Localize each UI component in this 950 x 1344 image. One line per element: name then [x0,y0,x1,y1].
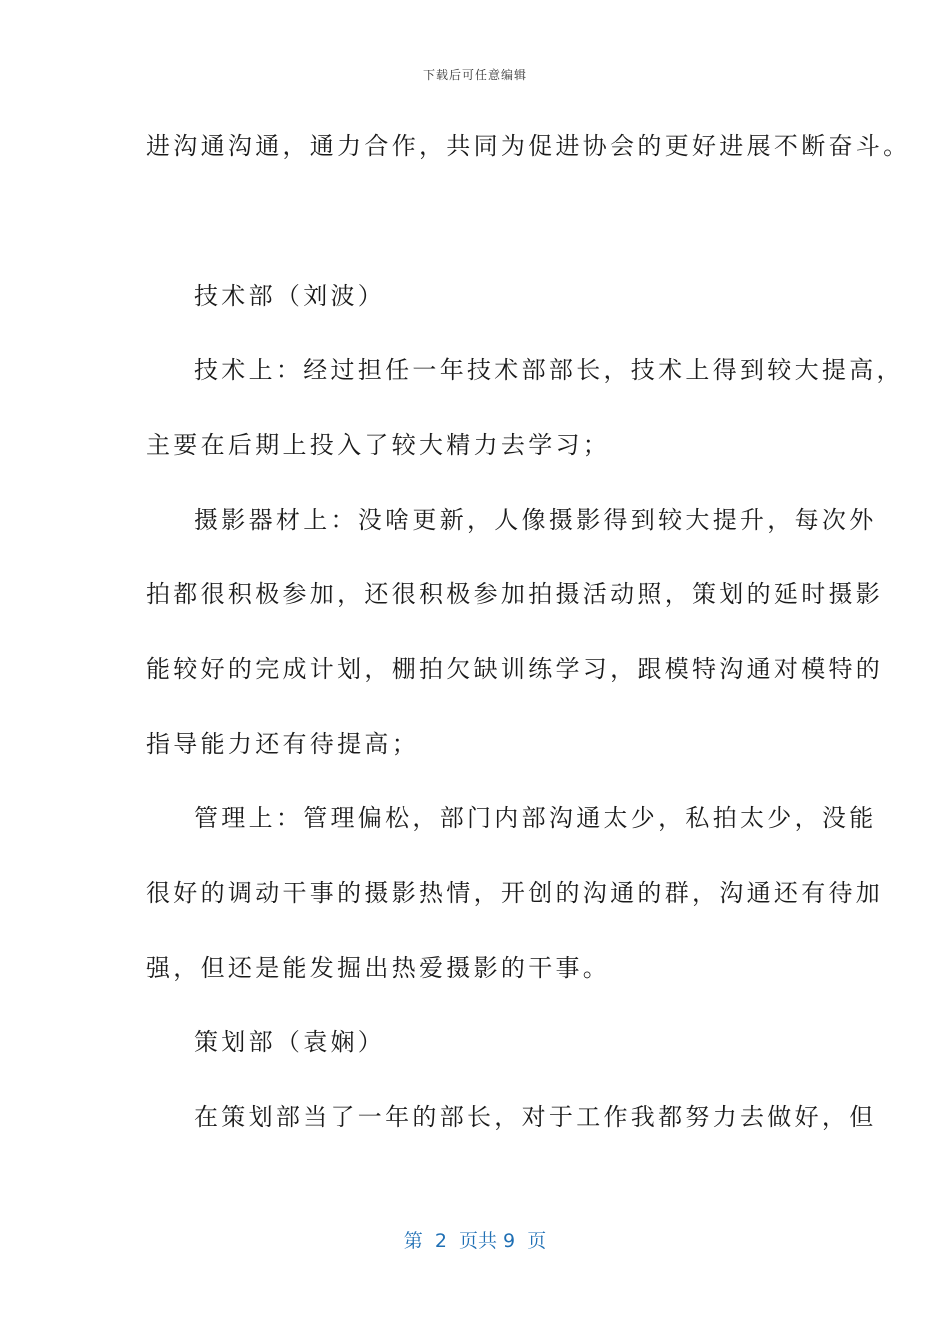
header-note: 下载后可任意编辑 [422,68,527,82]
section-heading-tech: 技术部（刘波） [194,282,386,310]
paragraph-line: 能较好的完成计划，棚拍欠缺训练学习，跟模特沟通对模特的 [146,655,884,683]
paragraph-line: 强，但还是能发掘出热爱摄影的干事。 [146,954,611,982]
page-number-footer: 第 2 页共 9 页 [403,1230,547,1252]
section-heading-planning: 策划部（袁娴） [194,1028,386,1056]
paragraph-line: 技术上：经过担任一年技术部部长，技术上得到较大提高， [194,356,904,384]
paragraph-line: 进沟通沟通，通力合作，共同为促进协会的更好进展不断奋斗。 [146,132,911,160]
paragraph-line: 很好的调动干事的摄影热情，开创的沟通的群，沟通还有待加 [146,879,884,907]
paragraph-line: 在策划部当了一年的部长，对于工作我都努力去做好，但 [194,1103,877,1131]
paragraph-line: 摄影器材上：没啥更新，人像摄影得到较大提升，每次外 [194,506,877,534]
paragraph-line: 主要在后期上投入了较大精力去学习； [146,431,611,459]
paragraph-line: 管理上：管理偏松，部门内部沟通太少，私拍太少，没能 [194,804,877,832]
paragraph-line: 指导能力还有待提高； [146,730,419,758]
paragraph-line: 拍都很积极参加，还很积极参加拍摄活动照，策划的延时摄影 [146,580,884,608]
